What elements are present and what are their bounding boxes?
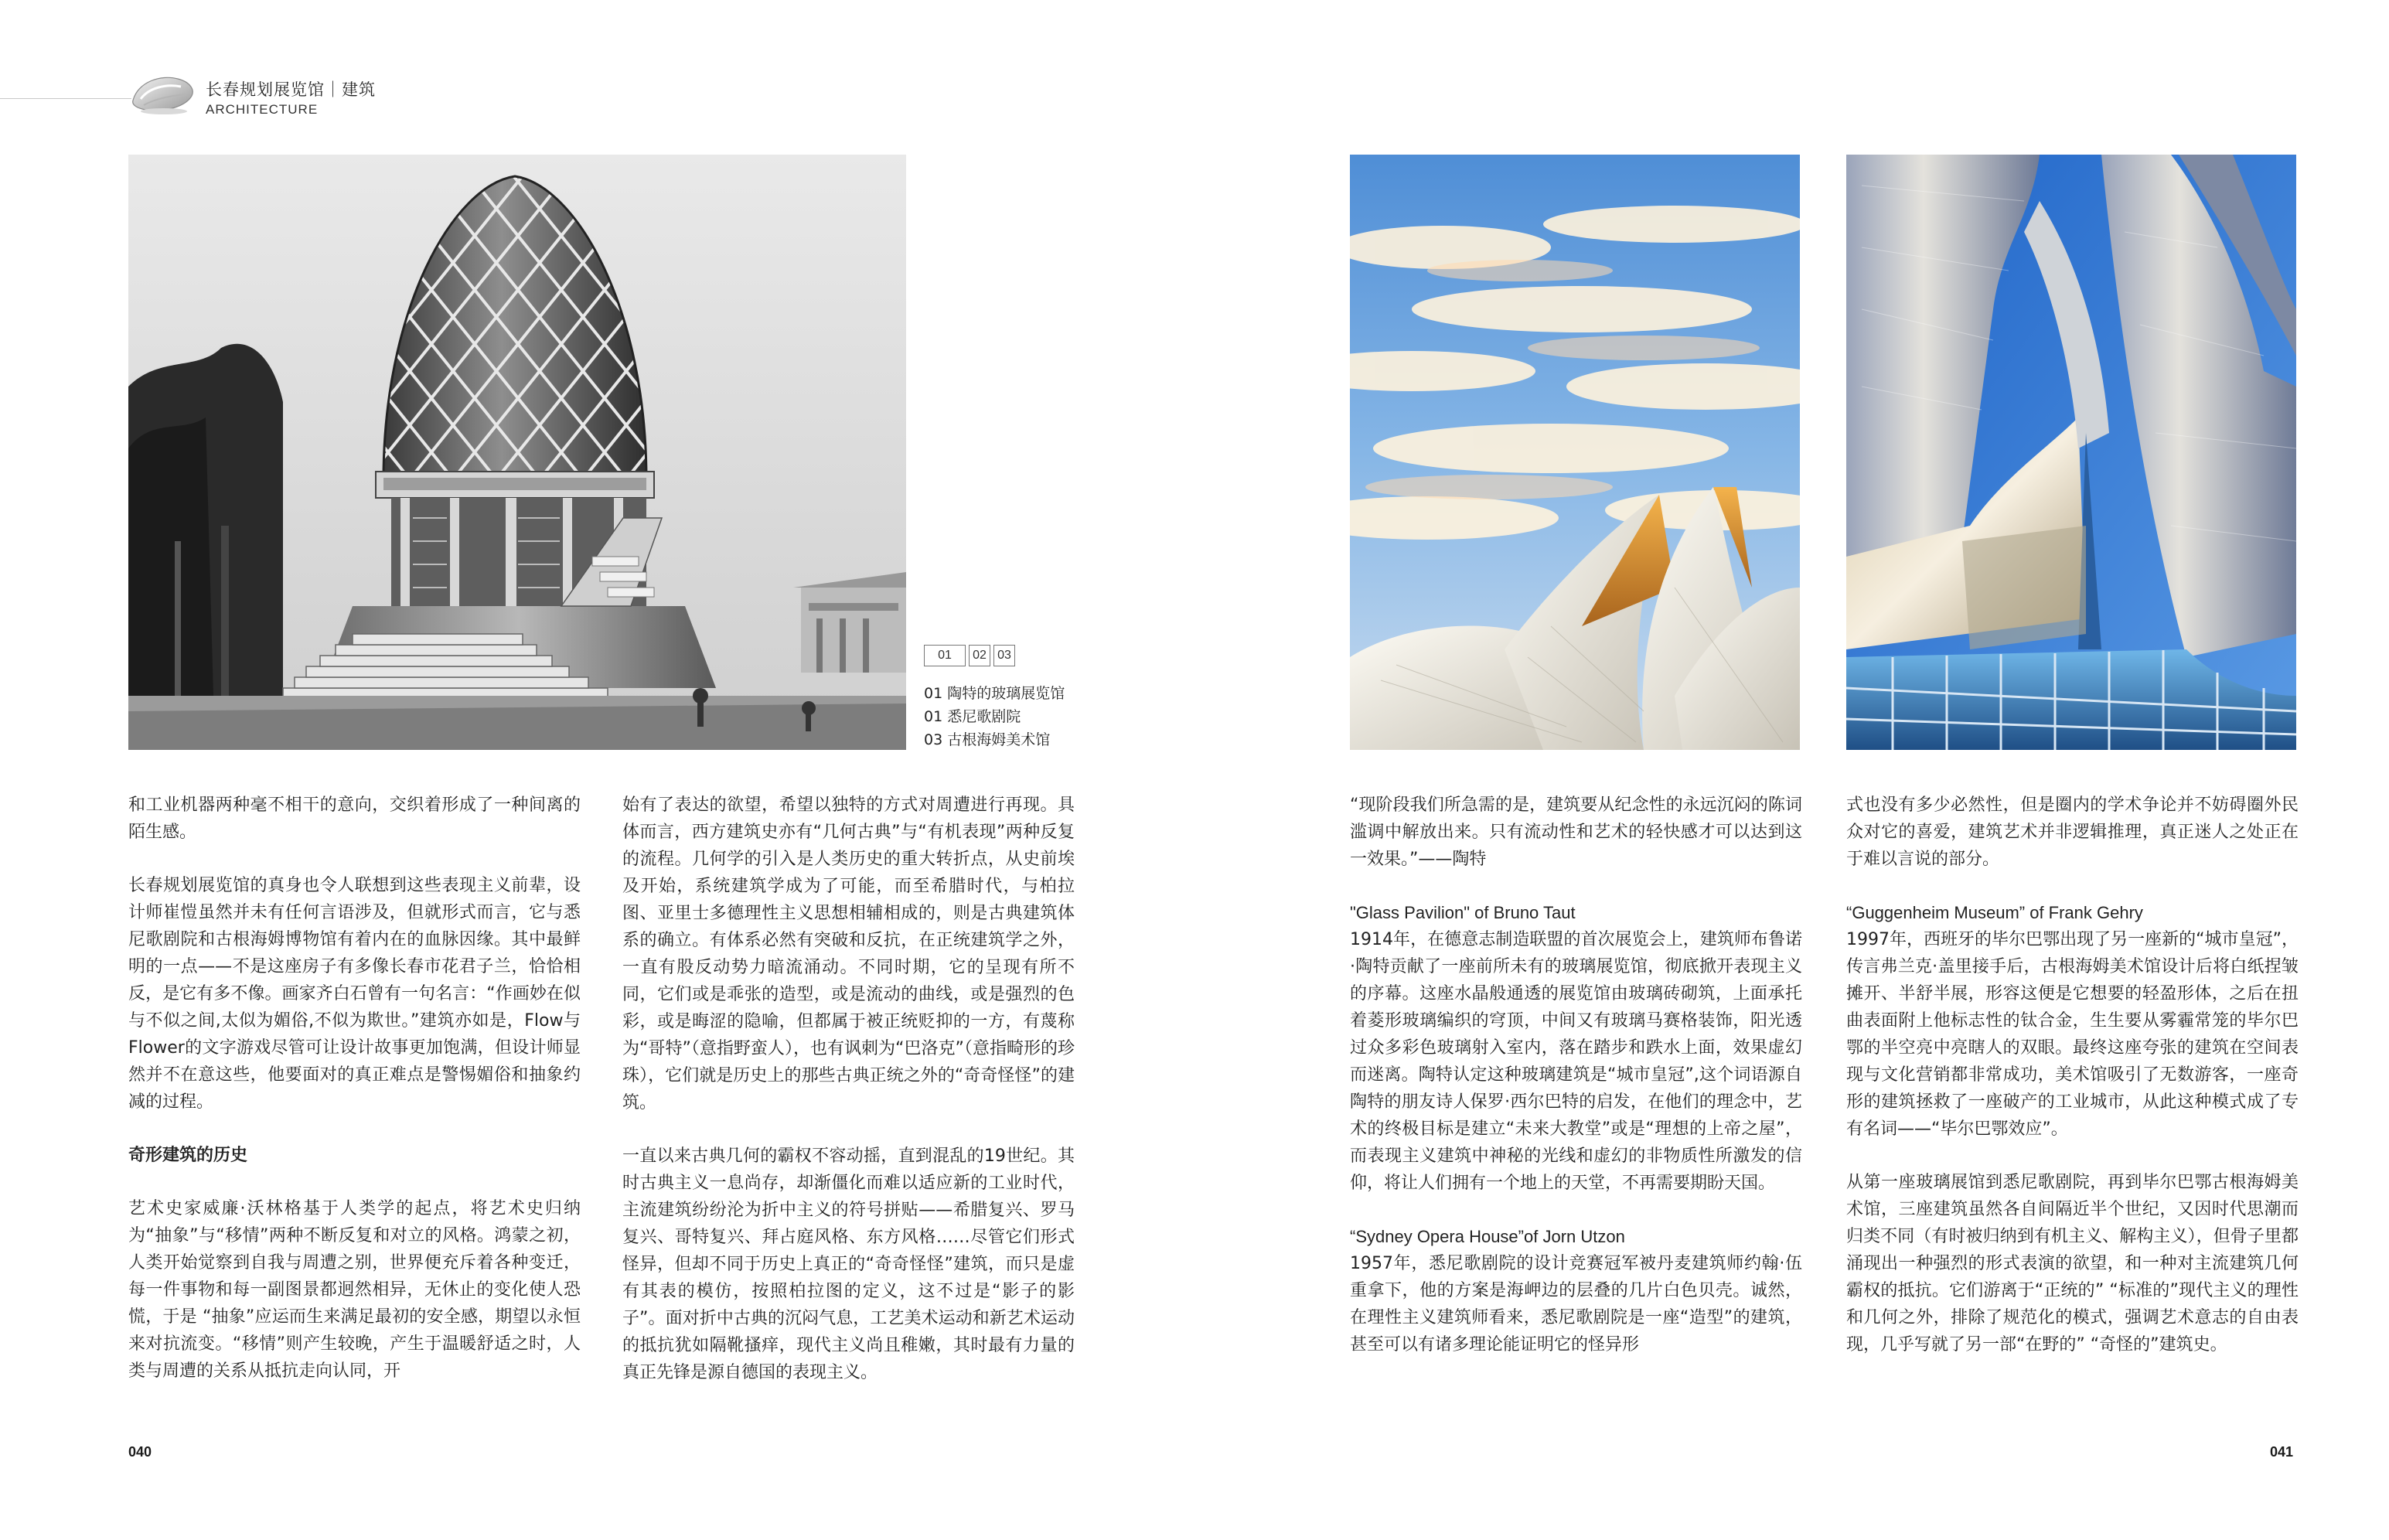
figure-index-01: 01 — [924, 645, 966, 666]
figure-index — [924, 645, 1018, 666]
page-number-right: 041 — [2270, 1444, 2294, 1460]
header-subtitle: ARCHITECTURE — [206, 102, 319, 117]
text-column-3 — [1350, 792, 1802, 1358]
figure-index-03: 03 — [993, 645, 1015, 666]
header-rule — [0, 98, 131, 99]
paragraph: 一直以来古典几何的霸权不容动摇，直到混乱的19世纪。其时古典主义一息尚存，却渐僵化而难以适应新的工业时代，主流建筑纷纷沦为折中主义的符号拼贴——希腊复兴、罗马复兴、哥特复兴、拜占庭风格、东方风格……尽管它们形式怪异，但却不同于历史上真正的“奇奇怪怪”建筑，而只是虚有其表的模仿，按照柏拉图的定义，这不过是“影子的影子”。面对折中古典的沉闷气息，工艺美术运动和新艺术运动的抵抗犹如隔靴搔痒，现代主义尚且稚嫩，其时最有力量的真正先锋是源自德国的表现主义。 — [622, 1146, 1075, 1382]
paragraph: 1997年，西班牙的毕尔巴鄂出现了另一座新的“城市皇冠”，传言弗兰克·盖里接手后，古根海姆美术馆设计后将白纸捏皱摊开、半舒半展，形容这便是它想要的轻盈形体，之后在扭曲表面附上他标志性的钛合金，生生要从雾霾常笼的毕尔巴鄂的半空亮中亮瞎人的双眼。最终这座夸张的建筑在空间表现与文化营销都非常成功，美术馆吸引了无数游客，一座奇形的建筑拯救了一座破产的工业城市，从此这种模式成了专有名词——“毕尔巴鄂效应”。 — [1846, 930, 2299, 1139]
paragraph: 长春规划展览馆的真身也令人联想到这些表现主义前辈，设计师崔愷虽然并未有任何言语涉及，但就形式而言，它与悉尼歌剧院和古根海姆博物馆有着内在的血脉因缘。其中最鲜明的一点——不是这座房子有多像长春市花君子兰，恰恰相反，是它有多不像。画家齐白石曾有一句名言：“作画妙在似与不似之间,太似为媚俗,不似为欺世。”建筑亦如是，Flow与Flower的文字游戏尽管可让设计故事更加饱满，但设计师显然并不在意这些，他要面对的真正难点是警惕媚俗和抽象约减的过程。 — [128, 876, 581, 1112]
subheading-guggenheim-museum: “Guggenheim Museum” of Frank Gehry — [1846, 903, 2143, 922]
exhibition-hall-logo-icon — [130, 71, 196, 116]
caption-item: 03 古根海姆美术馆 — [924, 731, 1051, 748]
paragraph: “现阶段我们所急需的是，建筑要从纪念性的永远沉闷的陈词滥调中解放出来。只有流动性和艺术的轻快感才可以达到这一效果。”——陶特 — [1350, 796, 1802, 869]
paragraph: 从第一座玻璃展馆到悉尼歌剧院，再到毕尔巴鄂古根海姆美术馆，三座建筑虽然各自间隔近半个世纪，又因时代思潮而归类不同（有时被归纳到有机主义、解构主义），但骨子里都涌现出一种强烈的形式表演的欲望，和一种对主流建筑几何霸权的抵抗。它们游离于“正统的” “标准的”现代主义的理性和几何之外，排除了规范化的模式，强调艺术意志的自由表现，几乎写就了另一部“在野的” “奇怪的”建筑史。 — [1846, 1173, 2299, 1354]
subheading-sydney-opera-house: “Sydney Opera House”of Jorn Utzon — [1350, 1227, 1625, 1246]
text-column-1 — [128, 792, 581, 1385]
section-heading: 奇形建筑的历史 — [128, 1146, 248, 1165]
header-title: 长春规划展览馆｜建筑 — [206, 80, 376, 99]
caption-item: 01 悉尼歌剧院 — [924, 708, 1021, 725]
paragraph: 式也没有多少必然性，但是圈内的学术争论并不妨碍圈外民众对它的喜爱，建筑艺术并非逻辑推理，真正迷人之处正在于难以言说的部分。 — [1846, 796, 2299, 869]
paragraph: 始有了表达的欲望，希望以独特的方式对周遭进行再现。具体而言，西方建筑史亦有“几何古典”与“有机表现”两种反复的流程。几何学的引入是人类历史的重大转折点，从史前埃及开始，系统建筑学成为了可能，而至希腊时代，与柏拉图、亚里士多德理性主义思想相辅相成的，则是古典建筑体系的确立。有体系必然有突破和反抗，在正统建筑学之外，一直有股反动势力暗流涌动。不同时期，它的呈现有所不同，它们或是乖张的造型，或是流动的曲线，或是强烈的色彩，或是晦涩的隐喻，但都属于被正统贬抑的一方，有蔑称为“哥特”（意指野蛮人），也有讽刺为“巴洛克”（意指畸形的珍珠），它们就是历史上的那些古典正统之外的“奇奇怪怪”的建筑。 — [622, 796, 1075, 1112]
subheading-glass-pavilion: "Glass Pavilion" of Bruno Taut — [1350, 903, 1576, 922]
text-column-4 — [1846, 792, 2299, 1358]
page-number-left: 040 — [128, 1444, 152, 1460]
photo-guggenheim-museum — [1846, 155, 2296, 750]
paragraph: 和工业机器两种毫不相干的意向，交织着形成了一种间离的陌生感。 — [128, 796, 581, 842]
paragraph: 1957年，悉尼歌剧院的设计竞赛冠军被丹麦建筑师约翰·伍重拿下，他的方案是海岬边的层叠的几片白色贝壳。诚然，在理性主义建筑师看来，悉尼歌剧院是一座“造型”的建筑，甚至可以有诸多理论能证明它的怪异形 — [1350, 1254, 1802, 1354]
photo-glass-pavilion — [128, 155, 906, 750]
caption-item: 01 陶特的玻璃展览馆 — [924, 685, 1065, 702]
photo-sydney-opera-house — [1350, 155, 1800, 750]
paragraph: 1914年，在德意志制造联盟的首次展览会上，建筑师布鲁诺·陶特贡献了一座前所未有的玻璃展览馆，彻底掀开表现主义的序幕。这座水晶般通透的展览馆由玻璃砖砌筑，上面承托着菱形玻璃编织的穹顶，中间又有玻璃马赛格装饰，阳光透过众多彩色玻璃射入室内，落在踏步和跌水上面，效果虚幻而迷离。陶特认定这种玻璃建筑是“城市皇冠”,这个词语源自陶特的朋友诗人保罗·西尔巴特的启发，在他们的理念中，艺术的终极目标是建立“未来大教堂”或是“理想的上帝之屋”，而表现主义建筑中神秘的光线和虚幻的非物质性所激发的信仰，将让人们拥有一个地上的天堂，不再需要期盼天国。 — [1350, 930, 1802, 1193]
figure-index-02: 02 — [969, 645, 990, 666]
text-column-2 — [622, 792, 1075, 1386]
figure-captions — [924, 682, 1065, 751]
paragraph: 艺术史家威廉·沃林格基于人类学的起点，将艺术史归纳为“抽象”与“移情”两种不断反复和对立的风格。鸿蒙之初，人类开始觉察到自我与周遭之别，世界便充斥着各种变迁，每一件事物和每一副图景都迥然相异，无休止的变化使人恐慌，于是 “抽象”应运而生来满足最初的安全感，期望以永恒来对抗流变。“移情”则产生较晚，产生于温暖舒适之时，人类与周遭的关系从抵抗走向认同，开 — [128, 1199, 581, 1381]
